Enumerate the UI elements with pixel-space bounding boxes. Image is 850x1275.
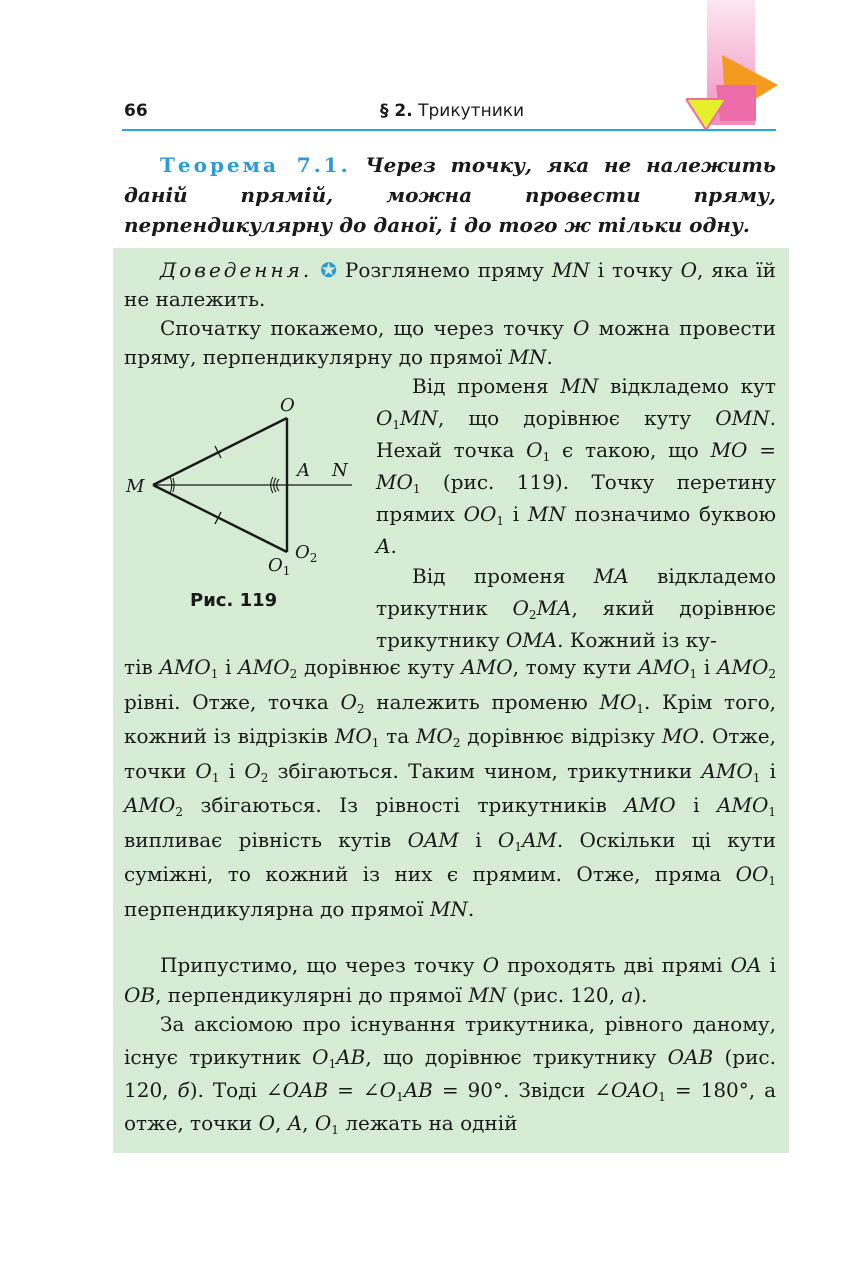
theorem-statement [124,150,776,240]
theorem-text: Через точку, яка не належить даній прямій, можна провести пряму, перпендикулярну до даної, і до того ж тільки одну. [124,153,776,237]
header-rule [122,129,776,131]
proof-paragraph-1: Доведення. ✪ Розглянемо пряму MN і точку O, яка їй не належить. [124,258,776,311]
label-O2: $O_2$ [295,542,318,565]
label-O1: $O_1$ [268,555,291,578]
label-M: M [126,476,145,497]
label-O: O [280,395,295,416]
proof-paragraph-2: Спочатку покажемо, що через точку O можна провести пряму, перпендикулярну до прямої MN. [124,316,776,369]
label-N: N [332,460,348,481]
star-icon: ✪ [320,258,337,282]
proof-paragraph-4-top: Від променя MA відкладемо трикутник $O_2MA$, який дорівнює трикутнику OMA. Кожний із ку- [376,564,777,652]
theorem-label: Теорема 7.1. [160,153,351,177]
figure-119-diagram [120,390,360,580]
label-A: A [297,460,310,481]
figure-119-caption: Рис. 119 [190,590,278,611]
triangle-logo-icon [686,55,778,135]
proof-paragraph-5: Припустимо, що через точку O проходять дві прямі OA і OB, перпендикулярні до прямої MN (рис. 120, а). [124,953,776,1007]
section-title: § 2. Трикутники [380,101,525,121]
page-number: 66 [124,101,148,121]
proof-paragraph-3: Від променя MN відкладемо кут $O_1MN$, що дорівнює куту OMN. Нехай точка $O_1$ є такою, що MO = $MO_1$ (рис. 119). Точку перетину прямих $OO_1$ і MN позначимо буквою A. [376,374,776,558]
proof-paragraph-6: За аксіомою про існування трикутника, рівного даному, існує трикутник $O_1AB$, що дорівнює трикутнику OAB (рис. 120, б). Тоді ∠OAB = $\angle O_1AB = 90^\circ$. Звідси $\angle OAO_1 = 180^\circ$, а отже, точки O, A, $O_1$ лежать на одній [124,1012,777,1137]
proof-paragraph-4: тів $AMO_1$ і $AMO_2$ дорівнює куту AMO, тому кути $AMO_1$ і $AMO_2$ рівні. Отже, точка $O_2$ належить променю $MO_1$. Крім того, кожний із відрізків $MO_1$ та $MO_2$ дорівнює відрізку MO. Отже, точки $O_1$ і $O_2$ збігаються. Таким чином, трикутники $AMO_1$ і $AMO_2$ збігаються. Із рівності трикутників AMO і $AMO_1$ випливає рівність кутів OAM і $O_1AM$. Оскільки ці кути суміжні, то кожний із них є прямим. Отже, пряма $OO_1$ перпендикулярна до прямої MN. [124,655,777,921]
